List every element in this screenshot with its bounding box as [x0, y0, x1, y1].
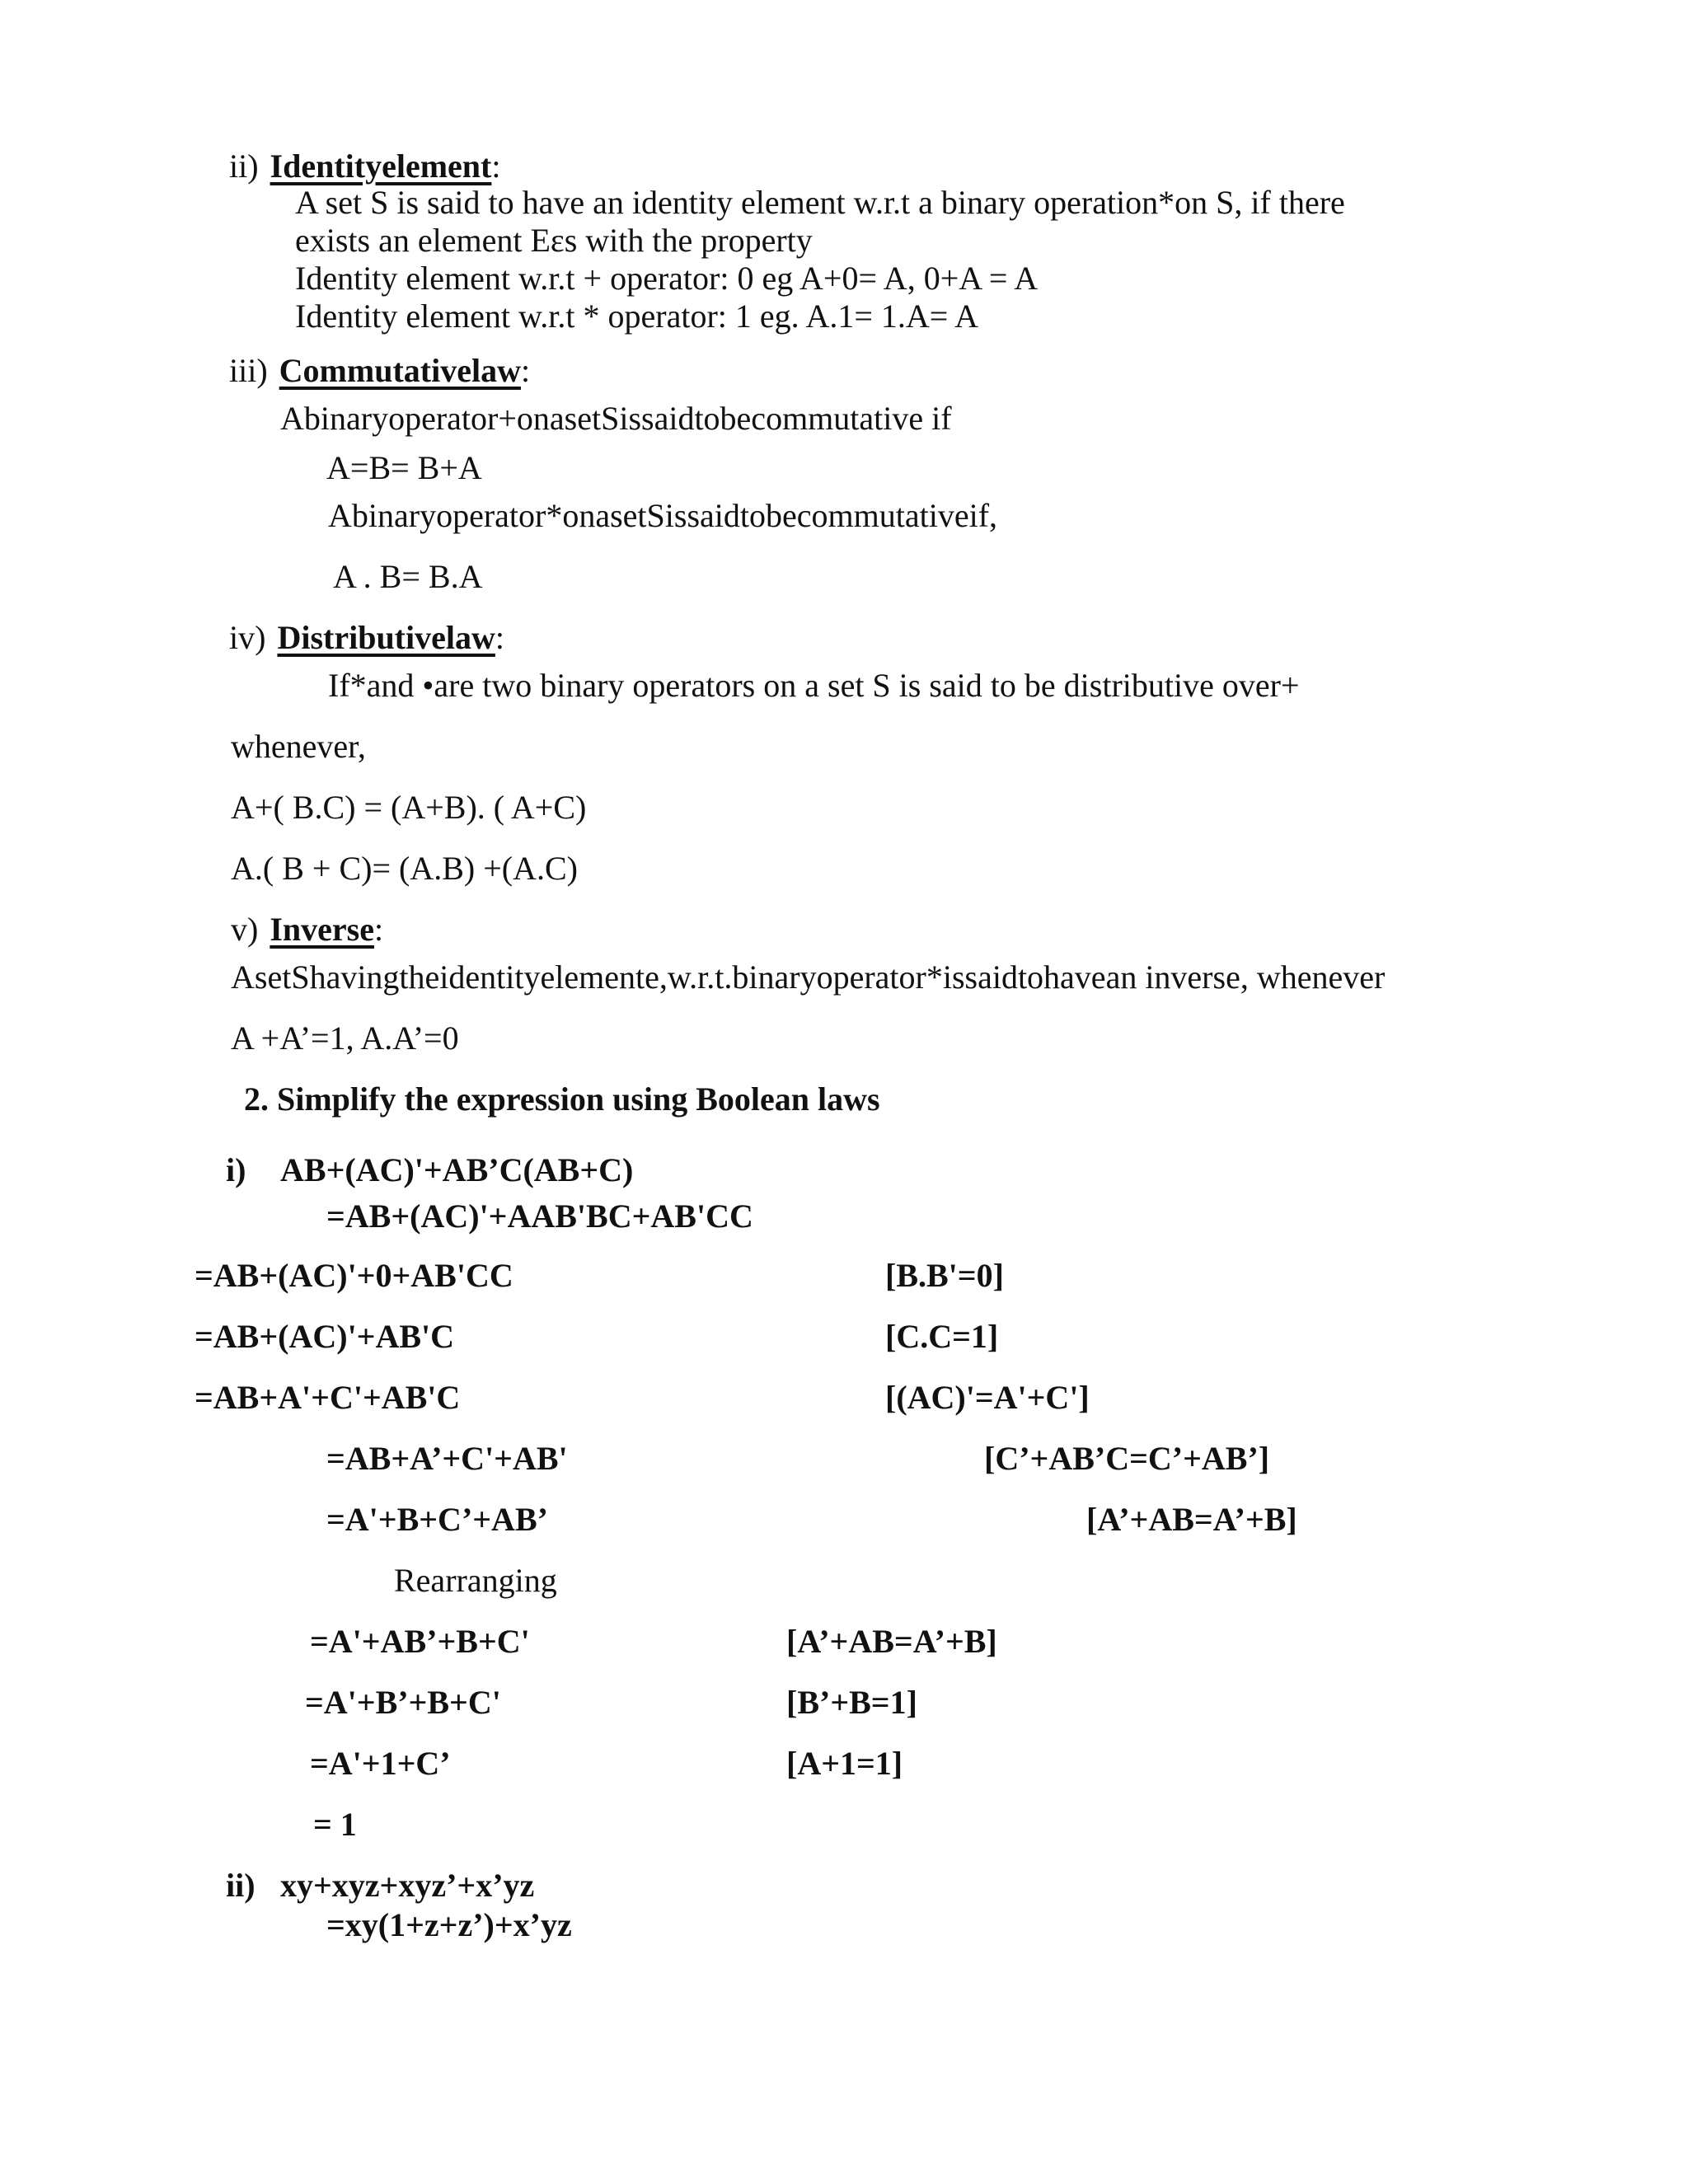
step-5-reason: [C’+AB’C=C’+AB’] — [984, 1440, 1270, 1477]
identity-heading — [229, 147, 501, 186]
commutative-line-4: A . B= B.A — [333, 558, 483, 595]
step-1-expr: =AB+(AC)'+AAB'BC+AB'CC — [326, 1197, 753, 1235]
step-4-expr: =AB+A'+C'+AB'C — [195, 1379, 461, 1416]
commutative-line-2: A=B= B+A — [326, 449, 482, 486]
step-2-expr: =AB+(AC)'+0+AB'CC — [195, 1257, 513, 1294]
question-2-heading: 2. Simplify the expression using Boolean laws — [244, 1080, 880, 1118]
step-7-reason: [A’+AB=A’+B] — [786, 1623, 997, 1660]
distributive-numeral: iv) — [229, 619, 266, 656]
inverse-title: Inverse — [270, 911, 374, 948]
distributive-heading — [229, 618, 504, 658]
part-2-step-1: =xy(1+z+z’)+x’yz — [326, 1906, 572, 1943]
step-5-expr: =AB+A’+C'+AB' — [326, 1440, 568, 1477]
inverse-line-1: AsetShavingtheidentityelemente,w.r.t.binaryoperator*issaidtohavean inverse, whenever — [231, 958, 1386, 996]
commutative-heading — [229, 351, 530, 391]
commutative-numeral: iii) — [229, 352, 268, 389]
identity-line-4: Identity element w.r.t * operator: 1 eg. A.1= 1.A= A — [295, 298, 979, 335]
part-1-numeral: i) — [226, 1151, 246, 1188]
identity-line-3: Identity element w.r.t + operator: 0 eg A+0= A, 0+A = A — [295, 260, 1039, 297]
identity-title: Identityelement — [270, 148, 492, 185]
step-3-reason: [C.C=1] — [885, 1318, 999, 1355]
identity-numeral: ii) — [229, 148, 259, 185]
distributive-line-1: If*and •are two binary operators on a set S is said to be distributive over+ — [328, 667, 1300, 704]
inverse-heading — [231, 910, 383, 949]
identity-line-2: exists an element Eεs with the property — [295, 222, 813, 259]
commutative-line-1: Abinaryoperator+onasetSissaidtobecommutative if — [280, 400, 952, 437]
identity-colon: : — [491, 148, 501, 185]
distributive-line-3: A+( B.C) = (A+B). ( A+C) — [231, 789, 587, 826]
commutative-colon: : — [520, 352, 531, 389]
step-2-reason: [B.B'=0] — [885, 1257, 1004, 1294]
rearranging-label: Rearranging — [394, 1562, 557, 1599]
distributive-colon: : — [495, 619, 504, 656]
distributive-line-2: whenever, — [231, 728, 366, 765]
part-1-expression: AB+(AC)'+AB’C(AB+C) — [280, 1151, 634, 1188]
step-9-expr: =A'+1+C’ — [310, 1745, 451, 1782]
inverse-line-2: A +A’=1, A.A’=0 — [231, 1019, 459, 1057]
inverse-numeral: v) — [231, 911, 259, 948]
step-8-reason: [B’+B=1] — [786, 1684, 917, 1721]
distributive-title: Distributivelaw — [277, 619, 495, 656]
distributive-line-4: A.( B + C)= (A.B) +(A.C) — [231, 850, 578, 887]
part-2-expression: xy+xyz+xyz’+x’yz — [280, 1867, 535, 1904]
step-3-expr: =AB+(AC)'+AB'C — [195, 1318, 455, 1355]
identity-line-1: A set S is said to have an identity element w.r.t a binary operation*on S, if there — [295, 184, 1345, 221]
step-6-expr: =A'+B+C’+AB’ — [326, 1501, 548, 1538]
step-10-expr: = 1 — [313, 1806, 357, 1843]
step-4-reason: [(AC)'=A'+C'] — [885, 1379, 1090, 1416]
step-6-reason: [A’+AB=A’+B] — [1086, 1501, 1297, 1538]
step-7-expr: =A'+AB’+B+C' — [310, 1623, 530, 1660]
inverse-colon: : — [373, 911, 384, 948]
commutative-line-3: Abinaryoperator*onasetSissaidtobecommutativeif, — [328, 497, 998, 534]
step-8-expr: =A'+B’+B+C' — [305, 1684, 501, 1721]
commutative-title: Commutativelaw — [279, 352, 521, 389]
step-9-reason: [A+1=1] — [786, 1745, 903, 1782]
part-2-numeral: ii) — [226, 1867, 256, 1904]
